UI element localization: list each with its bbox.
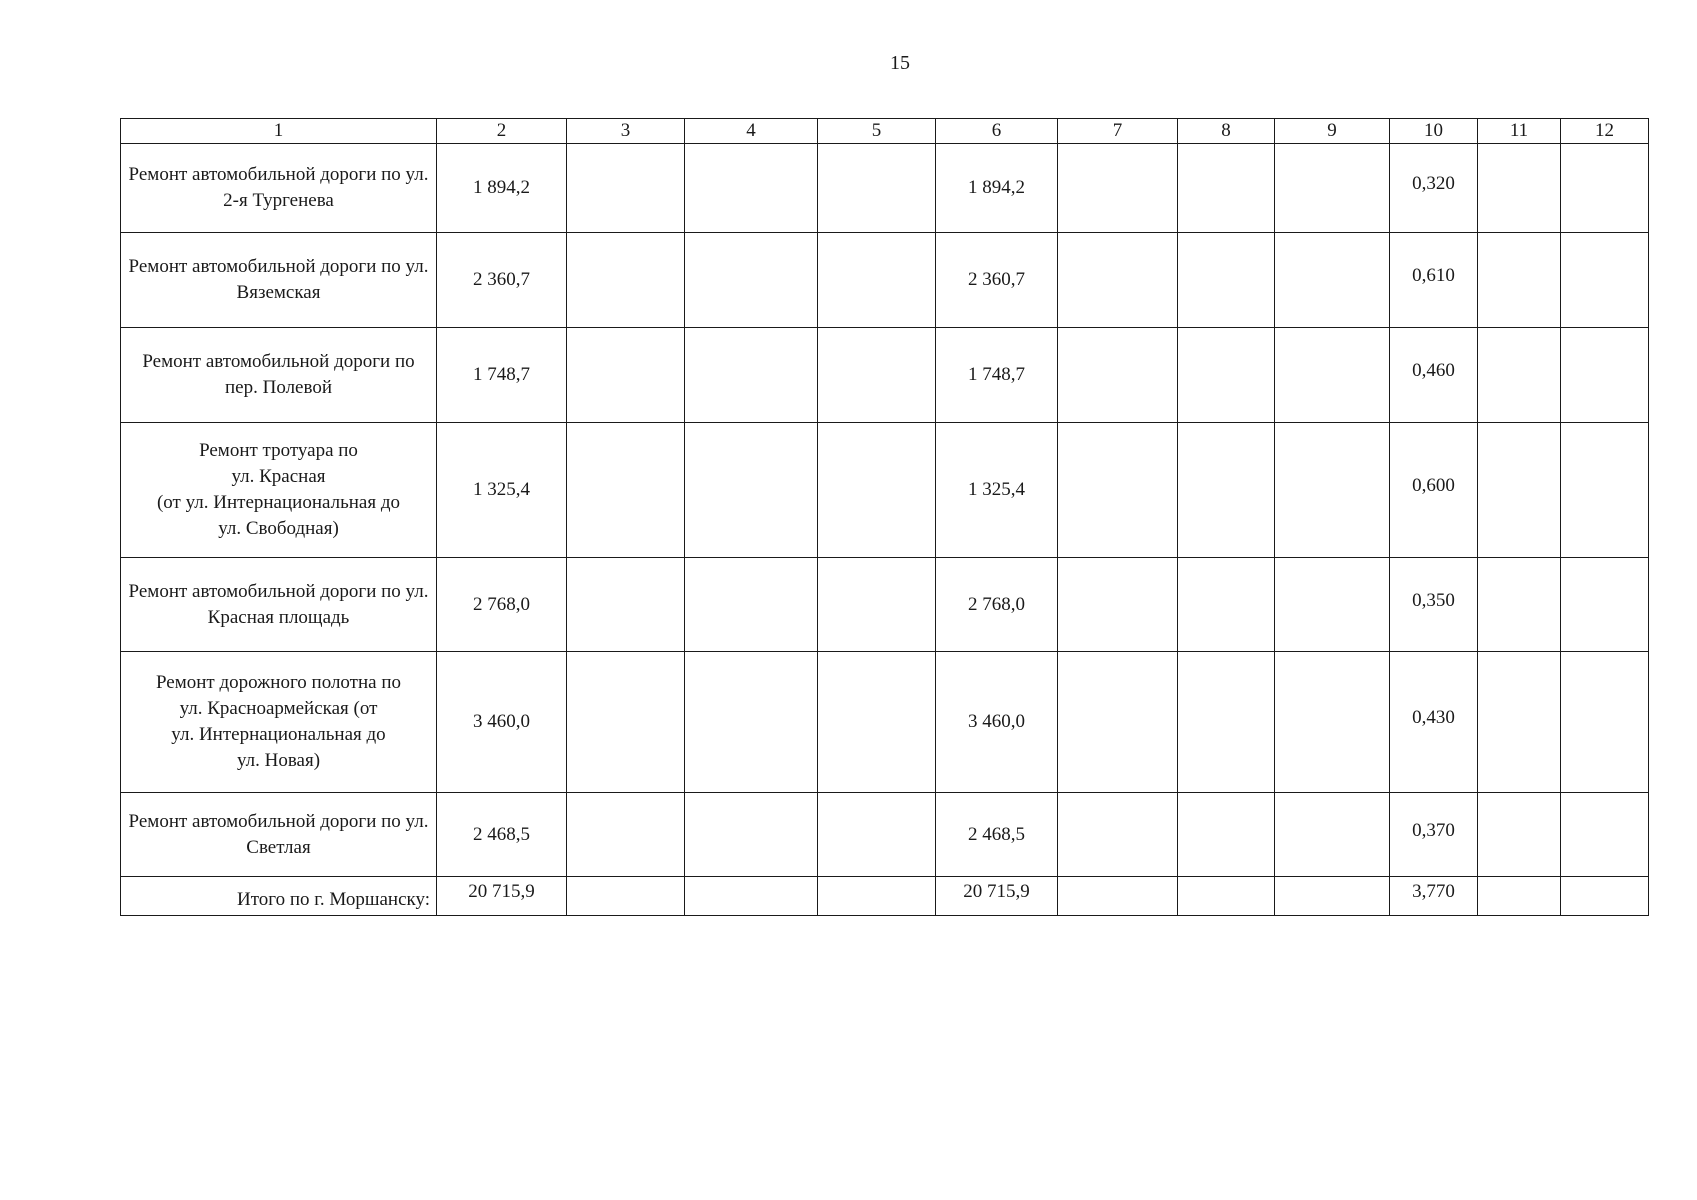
column-header: 6 — [936, 119, 1058, 144]
empty-cell — [1058, 328, 1178, 423]
cost-local: 3 460,0 — [936, 652, 1058, 793]
empty-cell — [818, 233, 936, 328]
column-number-row — [121, 119, 1649, 144]
empty-cell — [1178, 233, 1275, 328]
object-name-line: Ремонт дорожного полотна по — [155, 672, 402, 693]
empty-cell — [1275, 328, 1390, 423]
column-header: 9 — [1275, 119, 1390, 144]
cost-total: 1 325,4 — [437, 423, 567, 558]
column-header: 11 — [1478, 119, 1561, 144]
column-header: 7 — [1058, 119, 1178, 144]
cost-total: 1 894,2 — [437, 144, 567, 233]
cost-local: 1 325,4 — [936, 423, 1058, 558]
column-header: 5 — [818, 119, 936, 144]
cost-total: 2 360,7 — [437, 233, 567, 328]
object-name: Ремонт автомобильной дороги по ул. Красная площадь — [121, 558, 437, 652]
length-km: 0,320 — [1390, 144, 1478, 233]
cost-total: 3 460,0 — [437, 652, 567, 793]
table-row — [121, 793, 1649, 877]
empty-cell — [1275, 558, 1390, 652]
empty-cell — [567, 652, 685, 793]
empty-cell — [685, 558, 818, 652]
object-name-line: ул. Красноармейская (от — [179, 698, 378, 719]
total-row — [121, 877, 1649, 916]
empty-cell — [818, 652, 936, 793]
empty-cell — [1275, 652, 1390, 793]
empty-cell — [1561, 423, 1649, 558]
empty-cell — [1561, 793, 1649, 877]
empty-cell — [685, 328, 818, 423]
object-name-line: Ремонт тротуара по — [199, 440, 358, 461]
empty-cell — [567, 877, 685, 916]
column-header: 1 — [121, 119, 437, 144]
empty-cell — [1058, 423, 1178, 558]
cost-total: 2 468,5 — [437, 793, 567, 877]
cost-local: 2 360,7 — [936, 233, 1058, 328]
empty-cell — [818, 423, 936, 558]
object-name-line: (от ул. Интернациональная до — [156, 492, 400, 513]
empty-cell — [1178, 423, 1275, 558]
empty-cell — [1275, 144, 1390, 233]
empty-cell — [1478, 877, 1561, 916]
empty-cell — [818, 328, 936, 423]
cost-local: 2 468,5 — [936, 793, 1058, 877]
object-name: Ремонт автомобильной дороги по ул. Вяземская — [121, 233, 437, 328]
empty-cell — [1478, 558, 1561, 652]
empty-cell — [567, 233, 685, 328]
object-name-line: ул. Интернациональная до — [171, 724, 386, 745]
empty-cell — [1275, 233, 1390, 328]
empty-cell — [1178, 328, 1275, 423]
empty-cell — [1478, 423, 1561, 558]
empty-cell — [685, 877, 818, 916]
length-km: 0,370 — [1390, 793, 1478, 877]
empty-cell — [1561, 877, 1649, 916]
cost-total: 1 748,7 — [437, 328, 567, 423]
length-km: 0,430 — [1390, 652, 1478, 793]
column-header: 10 — [1390, 119, 1478, 144]
table-row — [121, 328, 1649, 423]
empty-cell — [685, 793, 818, 877]
object-name-line: ул. Красная — [231, 466, 326, 487]
object-name: Ремонт автомобильной дороги по ул. Светлая — [121, 793, 437, 877]
empty-cell — [818, 877, 936, 916]
empty-cell — [685, 233, 818, 328]
total-cost-total: 20 715,9 — [437, 877, 567, 916]
empty-cell — [1058, 233, 1178, 328]
page-number: 15 — [890, 52, 910, 74]
column-header: 8 — [1178, 119, 1275, 144]
empty-cell — [818, 144, 936, 233]
length-km: 0,350 — [1390, 558, 1478, 652]
object-name: Ремонт автомобильной дороги по пер. Полевой — [121, 328, 437, 423]
column-header: 2 — [437, 119, 567, 144]
empty-cell — [1275, 793, 1390, 877]
total-label: Итого по г. Моршанску: — [121, 877, 437, 916]
empty-cell — [1178, 652, 1275, 793]
table-row — [121, 558, 1649, 652]
empty-cell — [1561, 328, 1649, 423]
object-name-line: ул. Новая) — [236, 750, 321, 771]
empty-cell — [567, 144, 685, 233]
empty-cell — [567, 558, 685, 652]
table-row — [121, 233, 1649, 328]
empty-cell — [1561, 652, 1649, 793]
empty-cell — [1478, 652, 1561, 793]
object-name — [121, 423, 437, 558]
table-row — [121, 652, 1649, 793]
object-name-line: ул. Свободная) — [218, 518, 339, 539]
empty-cell — [818, 793, 936, 877]
cost-local: 2 768,0 — [936, 558, 1058, 652]
object-name: Ремонт автомобильной дороги по ул. 2-я Тургенева — [121, 144, 437, 233]
empty-cell — [1058, 558, 1178, 652]
column-header: 3 — [567, 119, 685, 144]
empty-cell — [1178, 558, 1275, 652]
empty-cell — [818, 558, 936, 652]
total-cost-local: 20 715,9 — [936, 877, 1058, 916]
empty-cell — [1478, 793, 1561, 877]
object-name — [121, 652, 437, 793]
empty-cell — [1178, 144, 1275, 233]
empty-cell — [1478, 233, 1561, 328]
empty-cell — [1275, 423, 1390, 558]
empty-cell — [1178, 793, 1275, 877]
column-header: 4 — [685, 119, 818, 144]
empty-cell — [1058, 877, 1178, 916]
repair-table — [120, 118, 1649, 916]
length-km: 0,460 — [1390, 328, 1478, 423]
length-km: 0,600 — [1390, 423, 1478, 558]
cost-local: 1 894,2 — [936, 144, 1058, 233]
empty-cell — [1178, 877, 1275, 916]
cost-local: 1 748,7 — [936, 328, 1058, 423]
empty-cell — [685, 144, 818, 233]
empty-cell — [567, 793, 685, 877]
empty-cell — [1561, 233, 1649, 328]
empty-cell — [1058, 793, 1178, 877]
column-header: 12 — [1561, 119, 1649, 144]
empty-cell — [1561, 144, 1649, 233]
empty-cell — [567, 328, 685, 423]
empty-cell — [685, 652, 818, 793]
cost-total: 2 768,0 — [437, 558, 567, 652]
empty-cell — [567, 423, 685, 558]
empty-cell — [1058, 144, 1178, 233]
empty-cell — [1058, 652, 1178, 793]
empty-cell — [685, 423, 818, 558]
table-row — [121, 423, 1649, 558]
empty-cell — [1561, 558, 1649, 652]
empty-cell — [1478, 328, 1561, 423]
table-row — [121, 144, 1649, 233]
total-length-km: 3,770 — [1390, 877, 1478, 916]
length-km: 0,610 — [1390, 233, 1478, 328]
empty-cell — [1275, 877, 1390, 916]
empty-cell — [1478, 144, 1561, 233]
